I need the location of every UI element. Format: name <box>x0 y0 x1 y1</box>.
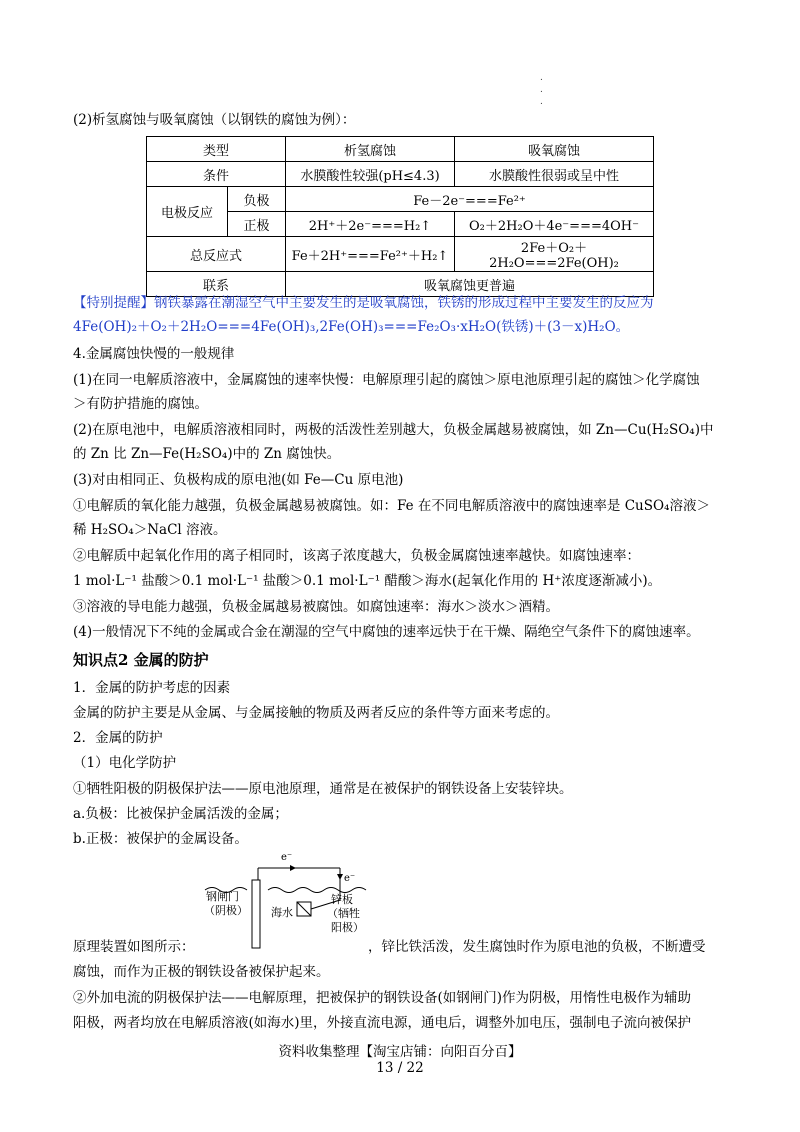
p1-title: 1．金属的防护考虑的因素 <box>73 680 231 696</box>
row-negative: 负极 <box>228 187 286 212</box>
sac-a: a.负极：比被保护金属活泼的金属； <box>73 806 288 822</box>
page-number: 13 / 22 <box>376 1060 424 1076</box>
sac-b: b.正极：被保护的金属设备。 <box>73 831 248 847</box>
footer-store: 资料收集整理【淘宝店铺：向阳百分百】 <box>278 1044 522 1060</box>
gate-label-2: （阴极） <box>204 904 248 917</box>
gate-label-1: 钢闸门 <box>206 890 239 903</box>
s4-2b: 的 Zn 比 Zn—Fe(H₂SO₄)中的 Zn 腐蚀快。 <box>73 446 341 462</box>
neg-reaction: Fe－2e⁻===Fe²⁺ <box>286 187 654 212</box>
top-marks: . . . <box>540 73 543 107</box>
header-type: 类型 <box>147 137 286 162</box>
total-o2: 2Fe＋O₂＋2H₂O===2Fe(OH)₂ <box>455 237 654 272</box>
corrosion-table <box>146 136 654 297</box>
s4-3-1a: ①电解质的氧化能力越强，负极金属越易被腐蚀。如：Fe 在不同电解质溶液中的腐蚀速率是 CuSO₄溶液＞ <box>73 498 710 514</box>
row-positive: 正极 <box>228 212 286 237</box>
intro-line: (2)析氢腐蚀与吸氧腐蚀（以钢铁的腐蚀为例）： <box>73 112 356 128</box>
total-h2: Fe＋2H⁺===Fe²⁺＋H₂↑ <box>286 237 455 272</box>
principle-c: 腐蚀，而作为正极的钢铁设备被保护起来。 <box>73 964 330 980</box>
s4-1a: (1)在同一电解质溶液中，金属腐蚀的速率快慢：电解原理引起的腐蚀＞原电池原理引起的腐蚀＞化学腐蚀 <box>73 372 700 388</box>
p2-1: （1）电化学防护 <box>73 755 177 771</box>
s4-3-1b: 稀 H₂SO₄＞NaCl 溶液。 <box>73 522 227 538</box>
principle-b: ，锌比铁活泼，发生腐蚀时作为原电池的负极，不断遭受 <box>368 939 706 955</box>
cond-o2: 水膜酸性很弱或呈中性 <box>455 162 654 187</box>
s4-2a: (2)在原电池中，电解质溶液相同时，两极的活泼性差别越大，负极金属越易被腐蚀，如 Zn—Cu(H₂SO₄)中 <box>73 422 714 438</box>
cond-h2: 水膜酸性较强(pH≤4.3) <box>286 162 455 187</box>
pos-o2: O₂＋2H₂O＋4e⁻===4OH⁻ <box>455 212 654 237</box>
header-o2: 吸氧腐蚀 <box>455 137 654 162</box>
row-condition: 条件 <box>147 162 286 187</box>
principle-a: 原理装置如图所示： <box>73 939 195 955</box>
p2-title: 2．金属的防护 <box>73 730 163 746</box>
zinc-label-1: 锌板 <box>331 893 353 906</box>
row-electrode: 电极反应 <box>147 187 228 237</box>
tip-line-2: 4Fe(OH)₂＋O₂＋2H₂O===4Fe(OH)₃,2Fe(OH)₃===Fe₂O₃·xH₂O(铁锈)＋(3－x)H₂O。 <box>73 319 630 335</box>
link-text: 吸氧腐蚀更普遍 <box>286 272 654 297</box>
pos-h2: 2H⁺＋2e⁻===H₂↑ <box>286 212 455 237</box>
electron-label-1: e⁻ <box>281 852 293 863</box>
electron-label-2: e⁻ <box>344 873 356 884</box>
s4-3: (3)对由相同正、负极构成的原电池(如 Fe—Cu 原电池) <box>73 472 404 488</box>
sea-label: 海水 <box>271 906 293 919</box>
ext-a: ②外加电流的阴极保护法——电解原理，把被保护的钢铁设备(如钢闸门)作为阴极，用惰性电极作为辅助 <box>73 990 692 1006</box>
s4-3-3: ③溶液的导电能力越强，负极金属越易被腐蚀。如腐蚀速率：海水＞淡水＞酒精。 <box>73 599 559 615</box>
knowledge-point-2: 知识点2 金属的防护 <box>73 651 209 669</box>
zinc-label-3: 阳极） <box>331 921 364 934</box>
tip-line-1: 【特别提醒】钢铁暴露在潮湿空气中主要发生的是吸氧腐蚀，铁锈的形成过程中主要发生的反应为 <box>73 295 654 311</box>
ext-b: 阳极，两者均放在电解质溶液(如海水)里，外接直流电源，通电后，调整外加电压，强制电子流向被保护 <box>73 1015 692 1031</box>
p1-text: 金属的防护主要是从金属、与金属接触的物质及两者反应的条件等方面来考虑的。 <box>73 705 559 721</box>
row-total: 总反应式 <box>147 237 286 272</box>
header-h2: 析氢腐蚀 <box>286 137 455 162</box>
zinc-label-2: （牺牲 <box>327 907 360 920</box>
s4-3-2a: ②电解质中起氧化作用的离子相同时，该离子浓度越大，负极金属腐蚀速率越快。如腐蚀速率： <box>73 548 640 564</box>
s4-title: 4.金属腐蚀快慢的一般规律 <box>73 346 235 362</box>
s4-3-2b: 1 mol·L⁻¹ 盐酸＞0.1 mol·L⁻¹ 盐酸＞0.1 mol·L⁻¹ 醋酸＞海水(起氧化作用的 H⁺浓度逐渐减小)。 <box>73 573 662 589</box>
s4-4: (4)一般情况下不纯的金属或合金在潮湿的空气中腐蚀的速率远快于在干燥、隔绝空气条件下的腐蚀速率。 <box>73 624 700 640</box>
row-link: 联系 <box>147 272 286 297</box>
sac-line: ①牺牲阳极的阴极保护法——原电池原理，通常是在被保护的钢铁设备上安装锌块。 <box>73 781 573 797</box>
s4-1b: ＞有防护措施的腐蚀。 <box>73 396 208 412</box>
